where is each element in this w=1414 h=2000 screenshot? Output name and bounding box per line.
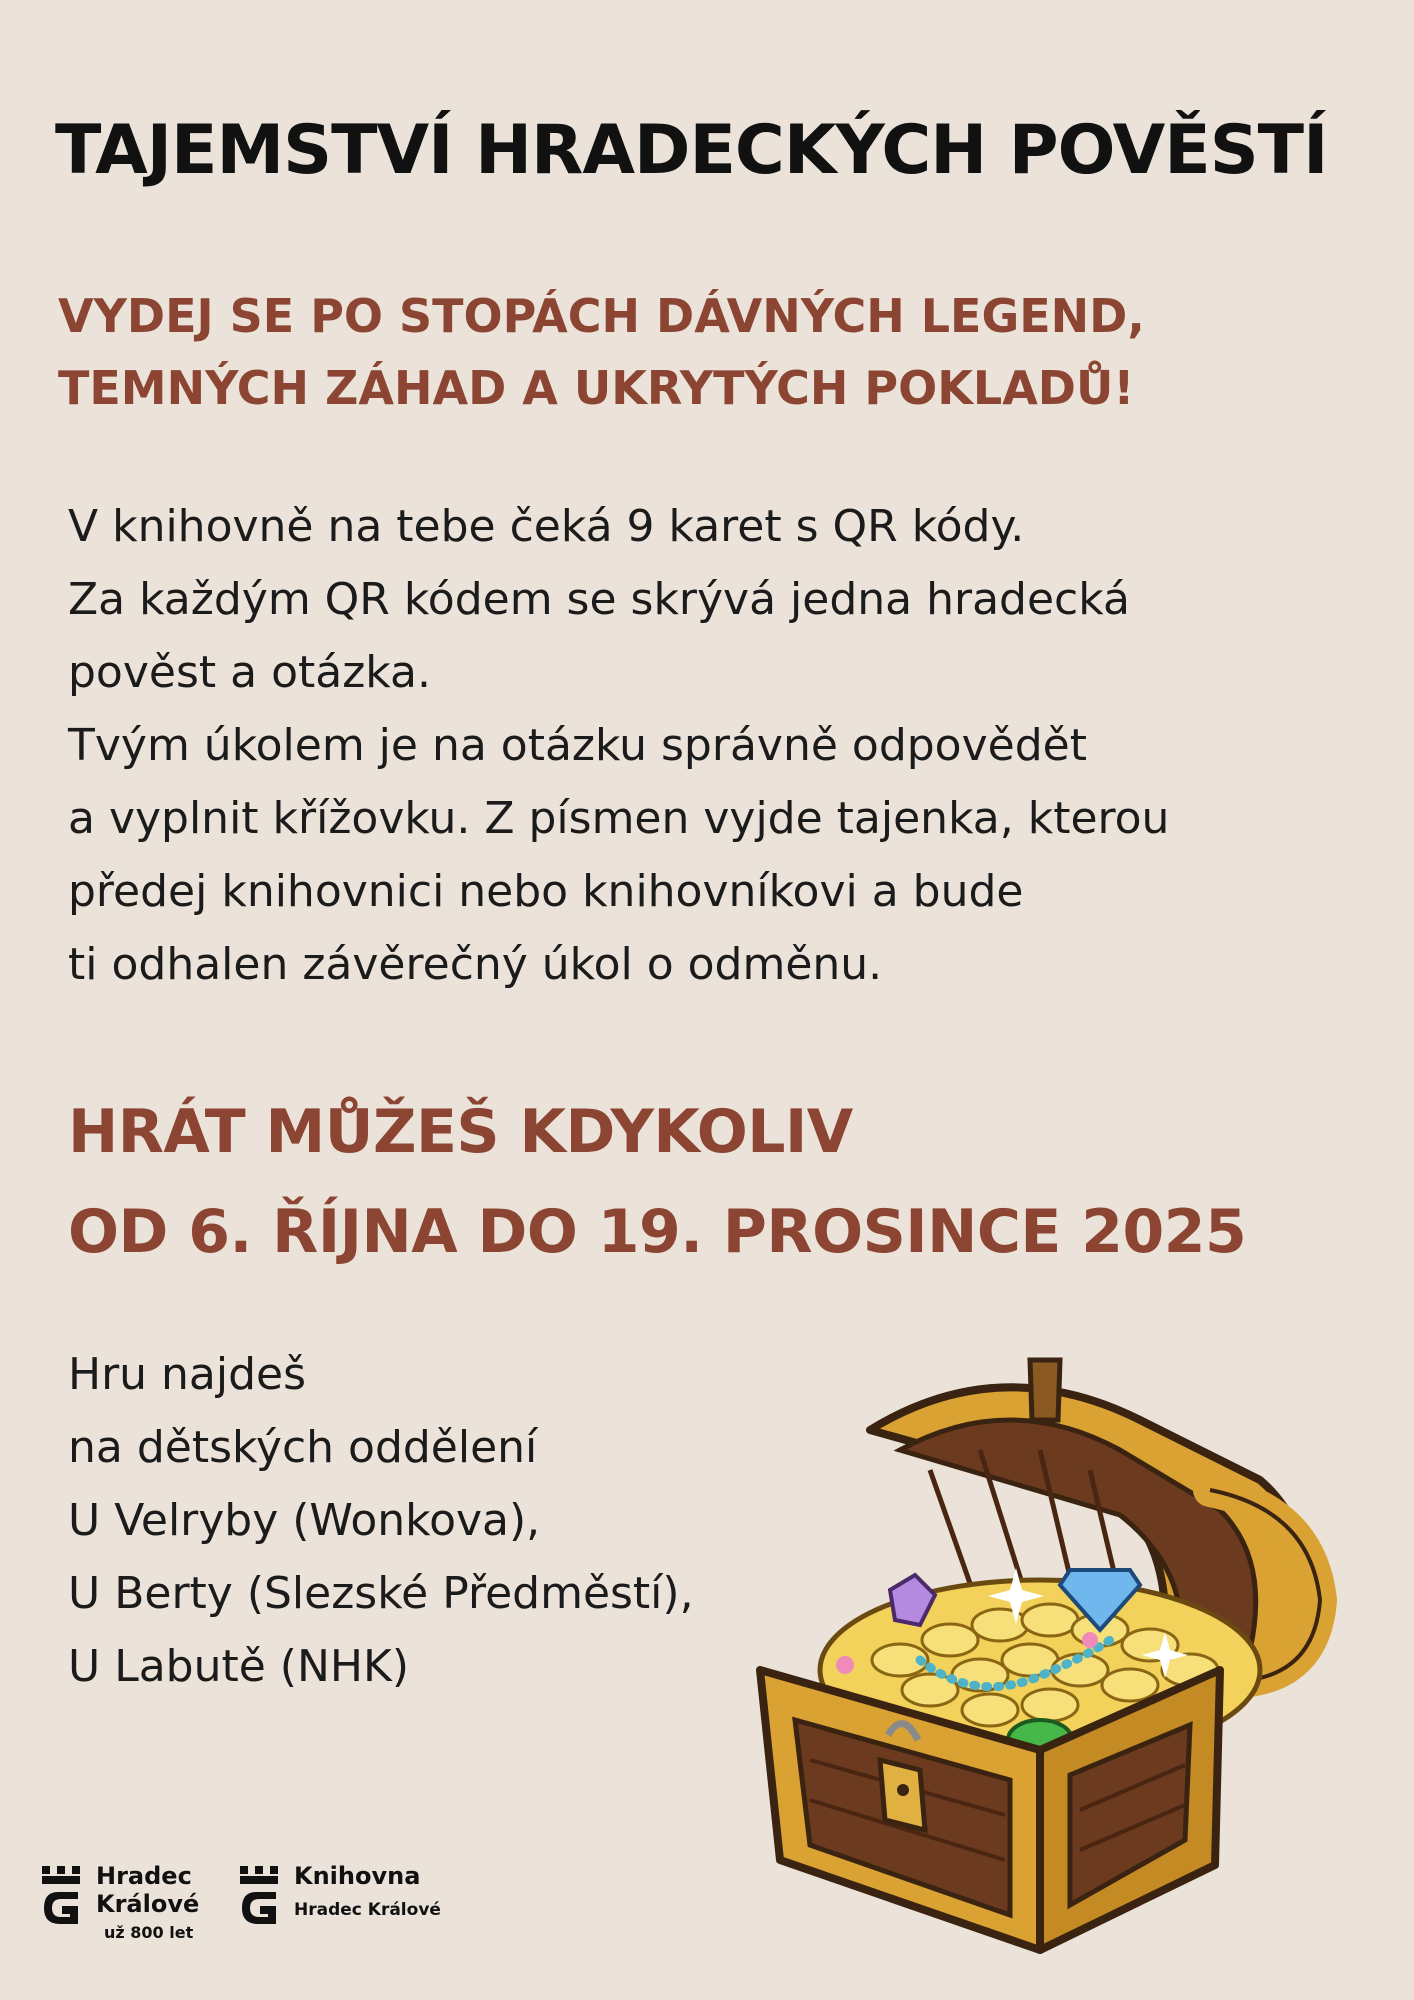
logo-city-line3: už 800 let bbox=[104, 1923, 194, 1942]
subtitle-line: VYDEJ SE PO STOPÁCH DÁVNÝCH LEGEND, bbox=[58, 289, 1145, 343]
description-line: pověst a otázka. bbox=[68, 647, 431, 698]
description-line: Tvým úkolem je na otázku správně odpovědět bbox=[68, 720, 1087, 771]
location-line: U Labutě (NHK) bbox=[68, 1641, 409, 1692]
page-title: TAJEMSTVÍ HRADECKÝCH POVĚSTÍ bbox=[55, 111, 1328, 190]
treasure-chest-icon bbox=[740, 1340, 1340, 1970]
description bbox=[68, 490, 1368, 1001]
subtitle bbox=[58, 280, 1358, 424]
dates-line: OD 6. ŘÍJNA DO 19. PROSINCE 2025 bbox=[68, 1197, 1247, 1267]
location-line: U Velryby (Wonkova), bbox=[68, 1495, 541, 1546]
location-line: Hru najdeš bbox=[68, 1349, 307, 1400]
location-line: U Berty (Slezské Předměstí), bbox=[68, 1568, 694, 1619]
location-line: na dětských oddělení bbox=[68, 1422, 538, 1473]
subtitle-line: TEMNÝCH ZÁHAD A UKRYTÝCH POKLADŮ! bbox=[58, 361, 1135, 415]
description-line: V knihovně na tebe čeká 9 karet s QR kódy. bbox=[68, 501, 1025, 552]
city-logo bbox=[40, 1862, 199, 1948]
logo-city-line1: Hradec bbox=[96, 1862, 192, 1890]
description-line: předej knihovnici nebo knihovníkovi a bude bbox=[68, 866, 1024, 917]
locations bbox=[68, 1338, 788, 1703]
crown-g-icon bbox=[40, 1862, 82, 1928]
library-logo bbox=[238, 1862, 441, 1930]
logo-city-line2: Králové bbox=[96, 1890, 200, 1918]
description-line: ti odhalen závěrečný úkol o odměnu. bbox=[68, 939, 883, 990]
description-line: a vyplnit křížovku. Z písmen vyjde tajenka, kterou bbox=[68, 793, 1170, 844]
description-line: Za každým QR kódem se skrývá jedna hradecká bbox=[68, 574, 1130, 625]
crown-g-icon bbox=[238, 1862, 280, 1928]
dates-line: HRÁT MŮŽEŠ KDYKOLIV bbox=[68, 1097, 853, 1167]
play-dates bbox=[68, 1082, 1368, 1282]
logo-library-line1: Knihovna bbox=[294, 1862, 421, 1890]
logo-library-line2: Hradec Králové bbox=[294, 1900, 441, 1920]
